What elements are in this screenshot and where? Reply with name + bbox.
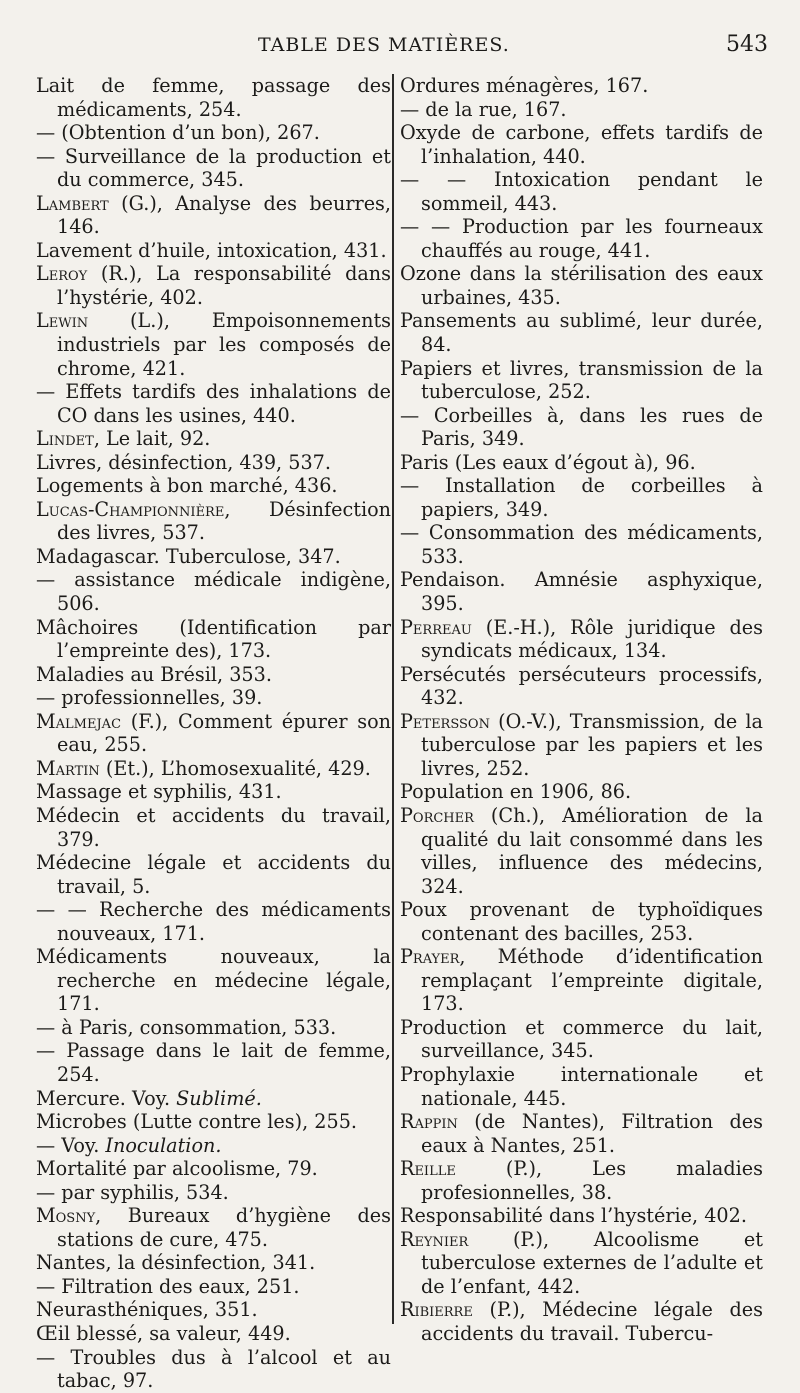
entry-text: Lavement d’huile, intoxication, 431. bbox=[36, 238, 387, 262]
cross-reference: Sublimé. bbox=[176, 1086, 262, 1110]
entry-text: Livres, désinfection, 439, 537. bbox=[36, 450, 331, 474]
entry-text: — Corbeilles à, dans les rues de Paris, 349. bbox=[400, 403, 763, 451]
entry-text: Madagascar. Tuberculose, 347. bbox=[36, 544, 341, 568]
index-entry bbox=[36, 945, 391, 1016]
author-name: Martin bbox=[36, 756, 100, 780]
index-entry bbox=[36, 498, 391, 545]
cross-reference: Inoculation. bbox=[105, 1133, 222, 1157]
entry-text: — Passage dans le lait de femme, 254. bbox=[36, 1039, 391, 1086]
index-entry bbox=[36, 239, 391, 263]
entry-text: Prophylaxie internationale et nationale, 445. bbox=[400, 1062, 763, 1110]
index-entry bbox=[36, 1346, 391, 1393]
entry-text: Lait de femme, passage des médicaments, 254. bbox=[36, 74, 391, 121]
index-entry bbox=[400, 616, 763, 663]
index-entry bbox=[36, 451, 391, 475]
entry-text: — — Recherche des médicaments nouveaux, 171. bbox=[36, 898, 391, 945]
entry-text: (G.), Analyse des beurres, 146. bbox=[57, 191, 391, 239]
index-entry bbox=[36, 1204, 391, 1251]
entry-text: — Voy. bbox=[36, 1133, 106, 1157]
entry-text: — professionnelles, 39. bbox=[36, 686, 263, 710]
author-name: Malmejac bbox=[36, 709, 122, 733]
running-title: TABLE DES MATIÈRES. bbox=[258, 34, 510, 56]
entry-text: — — Production par les fourneaux chauffés au rouge, 441. bbox=[400, 215, 763, 262]
index-entry bbox=[36, 145, 391, 192]
entry-text: — Installation de corbeilles à papiers, 349. bbox=[400, 474, 763, 521]
entry-text: Médecin et accidents du travail, 379. bbox=[36, 803, 391, 851]
index-entry bbox=[36, 804, 391, 851]
index-entry bbox=[36, 474, 391, 498]
entry-text: (P.), Alcoolisme et tuberculose externes de l’adulte et de l’enfant, 442. bbox=[421, 1227, 763, 1298]
index-entry bbox=[400, 1228, 763, 1299]
index-entry bbox=[400, 1063, 763, 1110]
entry-text: Ordures ménagères, 167. bbox=[400, 74, 649, 97]
index-entry bbox=[36, 192, 391, 239]
index-entry bbox=[36, 780, 391, 804]
index-entry bbox=[36, 1322, 391, 1346]
index-entry bbox=[400, 121, 763, 168]
column-divider bbox=[392, 74, 394, 1324]
index-entry bbox=[36, 1134, 391, 1158]
entry-text: Pansements au sublimé, leur durée, 84. bbox=[400, 309, 763, 357]
index-entry bbox=[36, 1087, 391, 1111]
author-name: Petersson bbox=[400, 709, 490, 733]
entry-text: — à Paris, consommation, 533. bbox=[36, 1015, 337, 1039]
entry-text: — Consommation des médicaments, 533. bbox=[400, 521, 763, 568]
index-entry bbox=[400, 451, 763, 475]
entry-text: (Et.), L’homosexualité, 429. bbox=[99, 756, 371, 780]
author-name: Leroy bbox=[36, 262, 88, 286]
index-entry bbox=[400, 945, 763, 1016]
index-entry bbox=[36, 757, 391, 781]
index-entry bbox=[36, 262, 391, 309]
index-entry bbox=[400, 710, 763, 781]
index-entry bbox=[36, 1298, 391, 1322]
entry-text: Pendaison. Amnésie asphyxique, 395. bbox=[400, 568, 763, 616]
index-entry bbox=[36, 1157, 391, 1181]
index-entry bbox=[400, 1157, 763, 1204]
entry-text: Population en 1906, 86. bbox=[400, 780, 632, 804]
entry-text: — (Obtention d’un bon), 267. bbox=[36, 121, 320, 145]
entry-text: (E.-H.), Rôle juridique des syndicats médicaux, 134. bbox=[421, 615, 763, 663]
author-name: Lewin bbox=[36, 309, 89, 333]
index-entry bbox=[400, 357, 763, 404]
entry-text: — — Intoxication pendant le sommeil, 443. bbox=[400, 168, 763, 215]
index-entry bbox=[400, 74, 763, 98]
index-entry bbox=[400, 474, 763, 521]
entry-text: — par syphilis, 534. bbox=[36, 1180, 229, 1204]
author-name: Lambert bbox=[36, 191, 109, 215]
index-entry bbox=[400, 1204, 763, 1228]
entry-text: (P.), Médecine légale des accidents du travail. Tubercu- bbox=[421, 1298, 763, 1345]
entry-text: Papiers et livres, transmission de la tuberculose, 252. bbox=[400, 356, 763, 404]
index-column-right bbox=[400, 74, 763, 1346]
index-entry bbox=[36, 121, 391, 145]
entry-text: (de Nantes), Filtration des eaux à Nantes, 251. bbox=[421, 1110, 763, 1157]
entry-text: Mortalité par alcoolisme, 79. bbox=[36, 1157, 318, 1181]
index-entry bbox=[400, 309, 763, 356]
index-entry bbox=[36, 663, 391, 687]
index-entry bbox=[400, 898, 763, 945]
index-entry bbox=[36, 851, 391, 898]
entry-text: Microbes (Lutte contre les), 255. bbox=[36, 1110, 358, 1134]
index-entry bbox=[36, 1275, 391, 1299]
author-name: Porcher bbox=[400, 803, 474, 827]
entry-text: Persécutés persécuteurs processifs, 432. bbox=[400, 662, 763, 710]
author-name: Reynier bbox=[400, 1227, 469, 1251]
index-entry bbox=[36, 545, 391, 569]
page-number: 543 bbox=[726, 32, 768, 57]
entry-text: (R.), La responsabilité dans l’hystérie, 402. bbox=[57, 262, 391, 309]
entry-text: Neurasthéniques, 351. bbox=[36, 1298, 258, 1322]
index-entry bbox=[36, 74, 391, 121]
index-entry bbox=[400, 521, 763, 568]
entry-text: — Filtration des eaux, 251. bbox=[36, 1274, 300, 1298]
entry-text: Mercure. Voy. bbox=[36, 1086, 177, 1110]
entry-text: (L.), Empoisonnements industriels par les composés de chrome, 421. bbox=[57, 309, 391, 380]
entry-text: Production et commerce du lait, surveillance, 345. bbox=[400, 1015, 763, 1063]
index-entry bbox=[36, 898, 391, 945]
index-entry bbox=[36, 1016, 391, 1040]
index-entry bbox=[400, 663, 763, 710]
index-entry bbox=[400, 98, 763, 122]
author-name: Ribierre bbox=[400, 1298, 473, 1322]
index-entry bbox=[36, 1039, 391, 1086]
entry-text: Ozone dans la stérilisation des eaux urbaines, 435. bbox=[400, 262, 763, 309]
entry-text: Oxyde de carbone, effets tardifs de l’inhalation, 440. bbox=[400, 121, 763, 168]
entry-text: — Surveillance de la production et du commerce, 345. bbox=[36, 144, 391, 192]
entry-text: (P.), Les maladies profesionnelles, 38. bbox=[421, 1157, 763, 1204]
index-entry bbox=[36, 568, 391, 615]
entry-text: , Désinfection des livres, 537. bbox=[57, 497, 391, 545]
index-entry bbox=[400, 215, 763, 262]
author-name: Lucas-Championnière bbox=[36, 497, 225, 521]
entry-text: Massage et syphilis, 431. bbox=[36, 780, 282, 804]
entry-text: , Méthode d’identification remplaçant l’empreinte digitale, 173. bbox=[421, 945, 763, 1016]
entry-text: Médicaments nouveaux, la recherche en médecine légale, 171. bbox=[36, 945, 391, 1016]
index-entry bbox=[400, 168, 763, 215]
entry-text: , Le lait, 92. bbox=[93, 427, 211, 451]
index-entry bbox=[400, 780, 763, 804]
entry-text: , Bureaux d’hygiène des stations de cure, 475. bbox=[57, 1204, 391, 1251]
running-head bbox=[0, 34, 800, 64]
entry-text: Poux provenant de typhoïdiques contenant des bacilles, 253. bbox=[400, 898, 763, 945]
index-entry bbox=[400, 262, 763, 309]
index-entry bbox=[36, 427, 391, 451]
entry-text: — de la rue, 167. bbox=[400, 97, 567, 121]
author-name: Reille bbox=[400, 1157, 456, 1181]
author-name: Perreau bbox=[400, 615, 472, 639]
entry-text: Mâchoires (Identification par l’empreinte des), 173. bbox=[36, 615, 391, 663]
index-entry bbox=[36, 616, 391, 663]
entry-text: — Effets tardifs des inhalations de CO dans les usines, 440. bbox=[36, 380, 391, 427]
entry-text: (Ch.), Amélioration de la qualité du lait consommé dans les villes, influence des médecins, 324. bbox=[421, 803, 763, 898]
index-entry bbox=[400, 1110, 763, 1157]
index-entry bbox=[400, 568, 763, 615]
index-entry bbox=[36, 1181, 391, 1205]
index-entry bbox=[400, 1298, 763, 1345]
author-name: Lindet bbox=[36, 427, 94, 451]
entry-text: Responsabilité dans l’hystérie, 402. bbox=[400, 1204, 747, 1228]
index-entry bbox=[36, 309, 391, 380]
author-name: Mosny bbox=[36, 1204, 96, 1228]
entry-text: Nantes, la désinfection, 341. bbox=[36, 1251, 316, 1275]
index-entry bbox=[400, 1016, 763, 1063]
index-entry bbox=[36, 1110, 391, 1134]
index-entry bbox=[36, 710, 391, 757]
entry-text: Maladies au Brésil, 353. bbox=[36, 662, 272, 686]
index-entry bbox=[36, 380, 391, 427]
index-entry bbox=[400, 804, 763, 898]
entry-text: Paris (Les eaux d’égout à), 96. bbox=[400, 450, 696, 474]
entry-text: Logements à bon marché, 436. bbox=[36, 474, 338, 498]
index-column-left bbox=[36, 74, 391, 1393]
author-name: Prayer bbox=[400, 945, 460, 969]
author-name: Rappin bbox=[400, 1110, 458, 1134]
entry-text: (F.), Comment épurer son eau, 255. bbox=[57, 709, 391, 757]
entry-text: Médecine légale et accidents du travail, 5. bbox=[36, 851, 391, 898]
index-entry bbox=[36, 686, 391, 710]
entry-text: — assistance médicale indigène, 506. bbox=[36, 568, 391, 616]
entry-text: Œil blessé, sa valeur, 449. bbox=[36, 1321, 291, 1345]
index-entry bbox=[400, 404, 763, 451]
entry-text: (O.-V.), Transmission, de la tuberculose par les papiers et les livres, 252. bbox=[421, 709, 763, 780]
index-entry bbox=[36, 1251, 391, 1275]
entry-text: — Troubles dus à l’alcool et au tabac, 97. bbox=[36, 1345, 391, 1393]
